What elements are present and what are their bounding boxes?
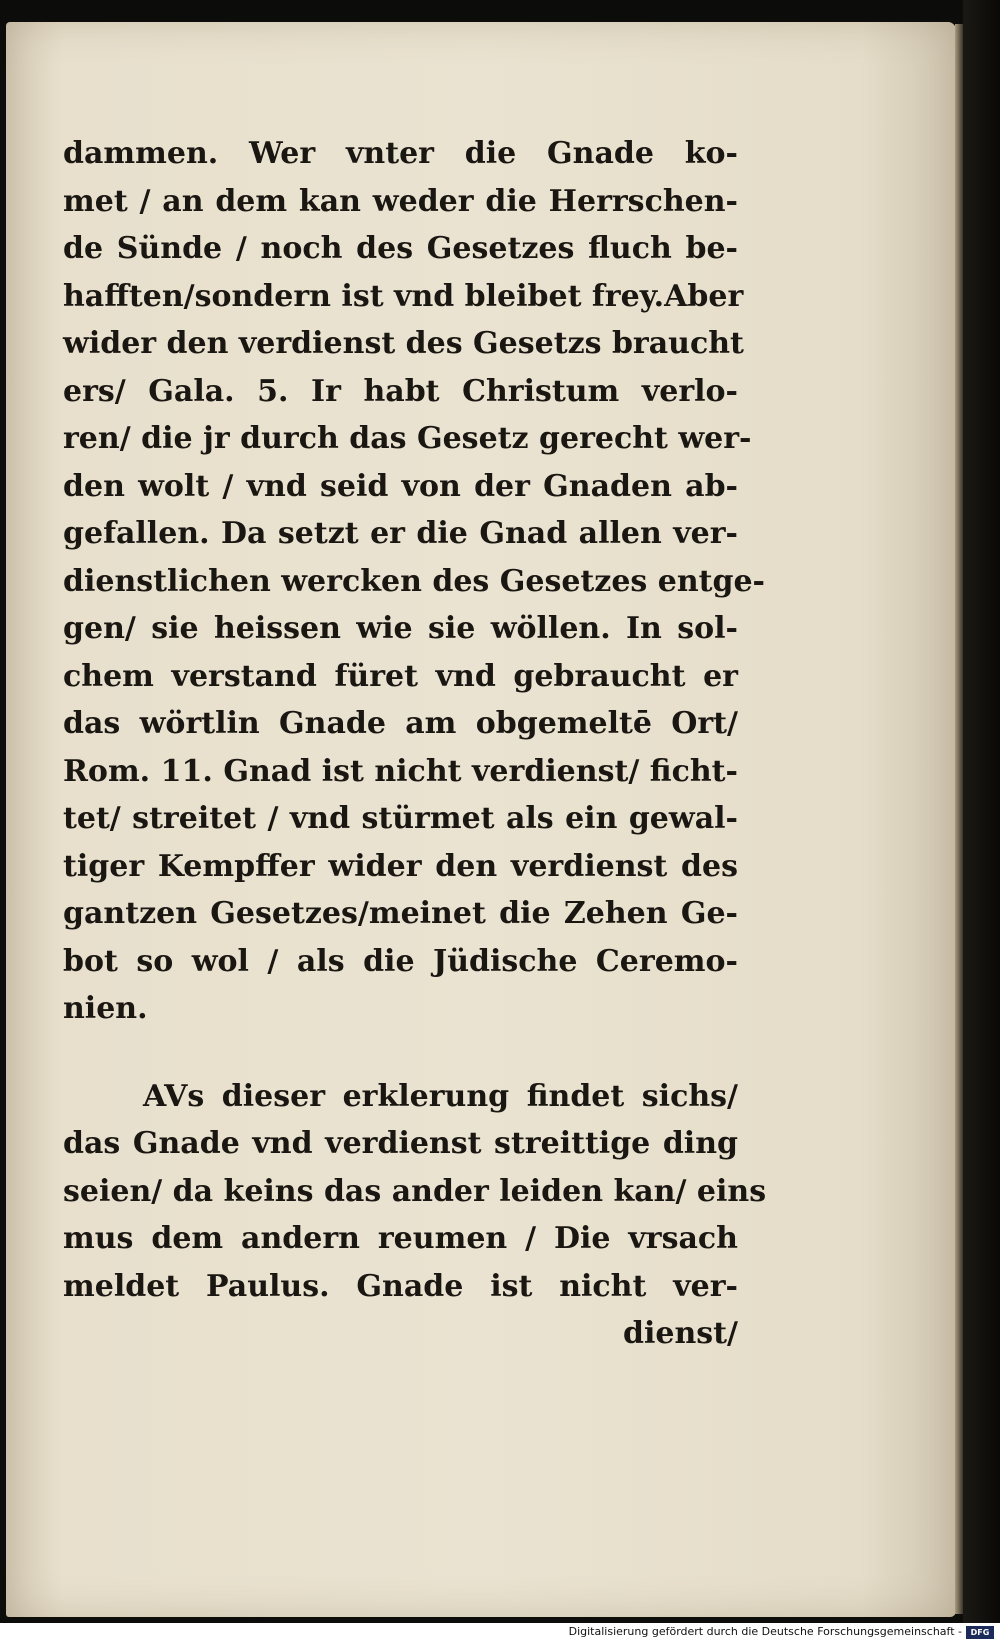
text-line: das wörtlin Gnade am obgemeltē Ort/ [63, 706, 738, 741]
text-line: gen/ sie heissen wie sie wöllen. In sol- [63, 611, 738, 646]
text-line: den wolt / vnd seid von der Gnaden ab- [63, 468, 738, 504]
paragraph-1 [63, 130, 766, 1033]
text-line: gefallen. Da setzt er die Gnad allen ver- [63, 516, 738, 551]
text-line: wider den verdienst des Gesetzs braucht [63, 326, 744, 361]
text-line: ren/ die jr durch das Gesetz gerecht wer- [63, 421, 752, 456]
text-line: AVs dieser erklerung findet sichs/ [143, 1078, 738, 1114]
text-line: met / an dem kan weder die Herrschen- [63, 183, 738, 219]
text-line: dienstlichen wercken des Gesetzes entge- [63, 563, 766, 599]
text-line: tiger Kempffer wider den verdienst des [63, 848, 738, 884]
text-line: ers/ Gala. 5. Ir habt Christum verlo- [63, 373, 738, 409]
text-line: hafften/sondern ist vnd bleibet frey.Aber [63, 278, 744, 314]
text-line: gantzen Gesetzes/meinet die Zehen Ge- [63, 896, 738, 931]
text-line: de Sünde / noch des Gesetzes fluch be- [63, 231, 738, 266]
text-line: Rom. 11. Gnad ist nicht verdienst/ ficht- [63, 753, 738, 789]
text-line: seien/ da keins das ander leiden kan/ eins [63, 1173, 767, 1209]
page-text [63, 130, 767, 1358]
catchword: dienst/ [623, 1316, 738, 1351]
text-line: das Gnade vnd verdienst streittige ding [63, 1126, 738, 1161]
paragraph-2 [63, 1073, 767, 1358]
text-line: meldet Paulus. Gnade ist nicht ver- [63, 1268, 738, 1304]
text-line: mus dem andern reumen / Die vrsach [63, 1221, 738, 1256]
text-line: tet/ streitet / vnd stürmet als ein gewal- [63, 801, 738, 836]
footer-bar [0, 1623, 1000, 1643]
book-page [6, 22, 956, 1617]
text-line: dammen. Wer vnter die Gnade ko- [63, 136, 738, 171]
text-line: bot so wol / als die Jüdische Ceremo- [63, 943, 738, 979]
page-edge [955, 24, 963, 1614]
paragraph-gap [63, 1033, 738, 1073]
book-spine [963, 0, 1000, 1643]
text-line: chem verstand füret vnd gebraucht er [63, 658, 738, 694]
dfg-logo-icon: DFG [966, 1626, 994, 1639]
funding-credit: Digitalisierung gefördert durch die Deutsche Forschungsgemeinschaft - [568, 1625, 962, 1638]
text-line: nien. [63, 991, 148, 1026]
